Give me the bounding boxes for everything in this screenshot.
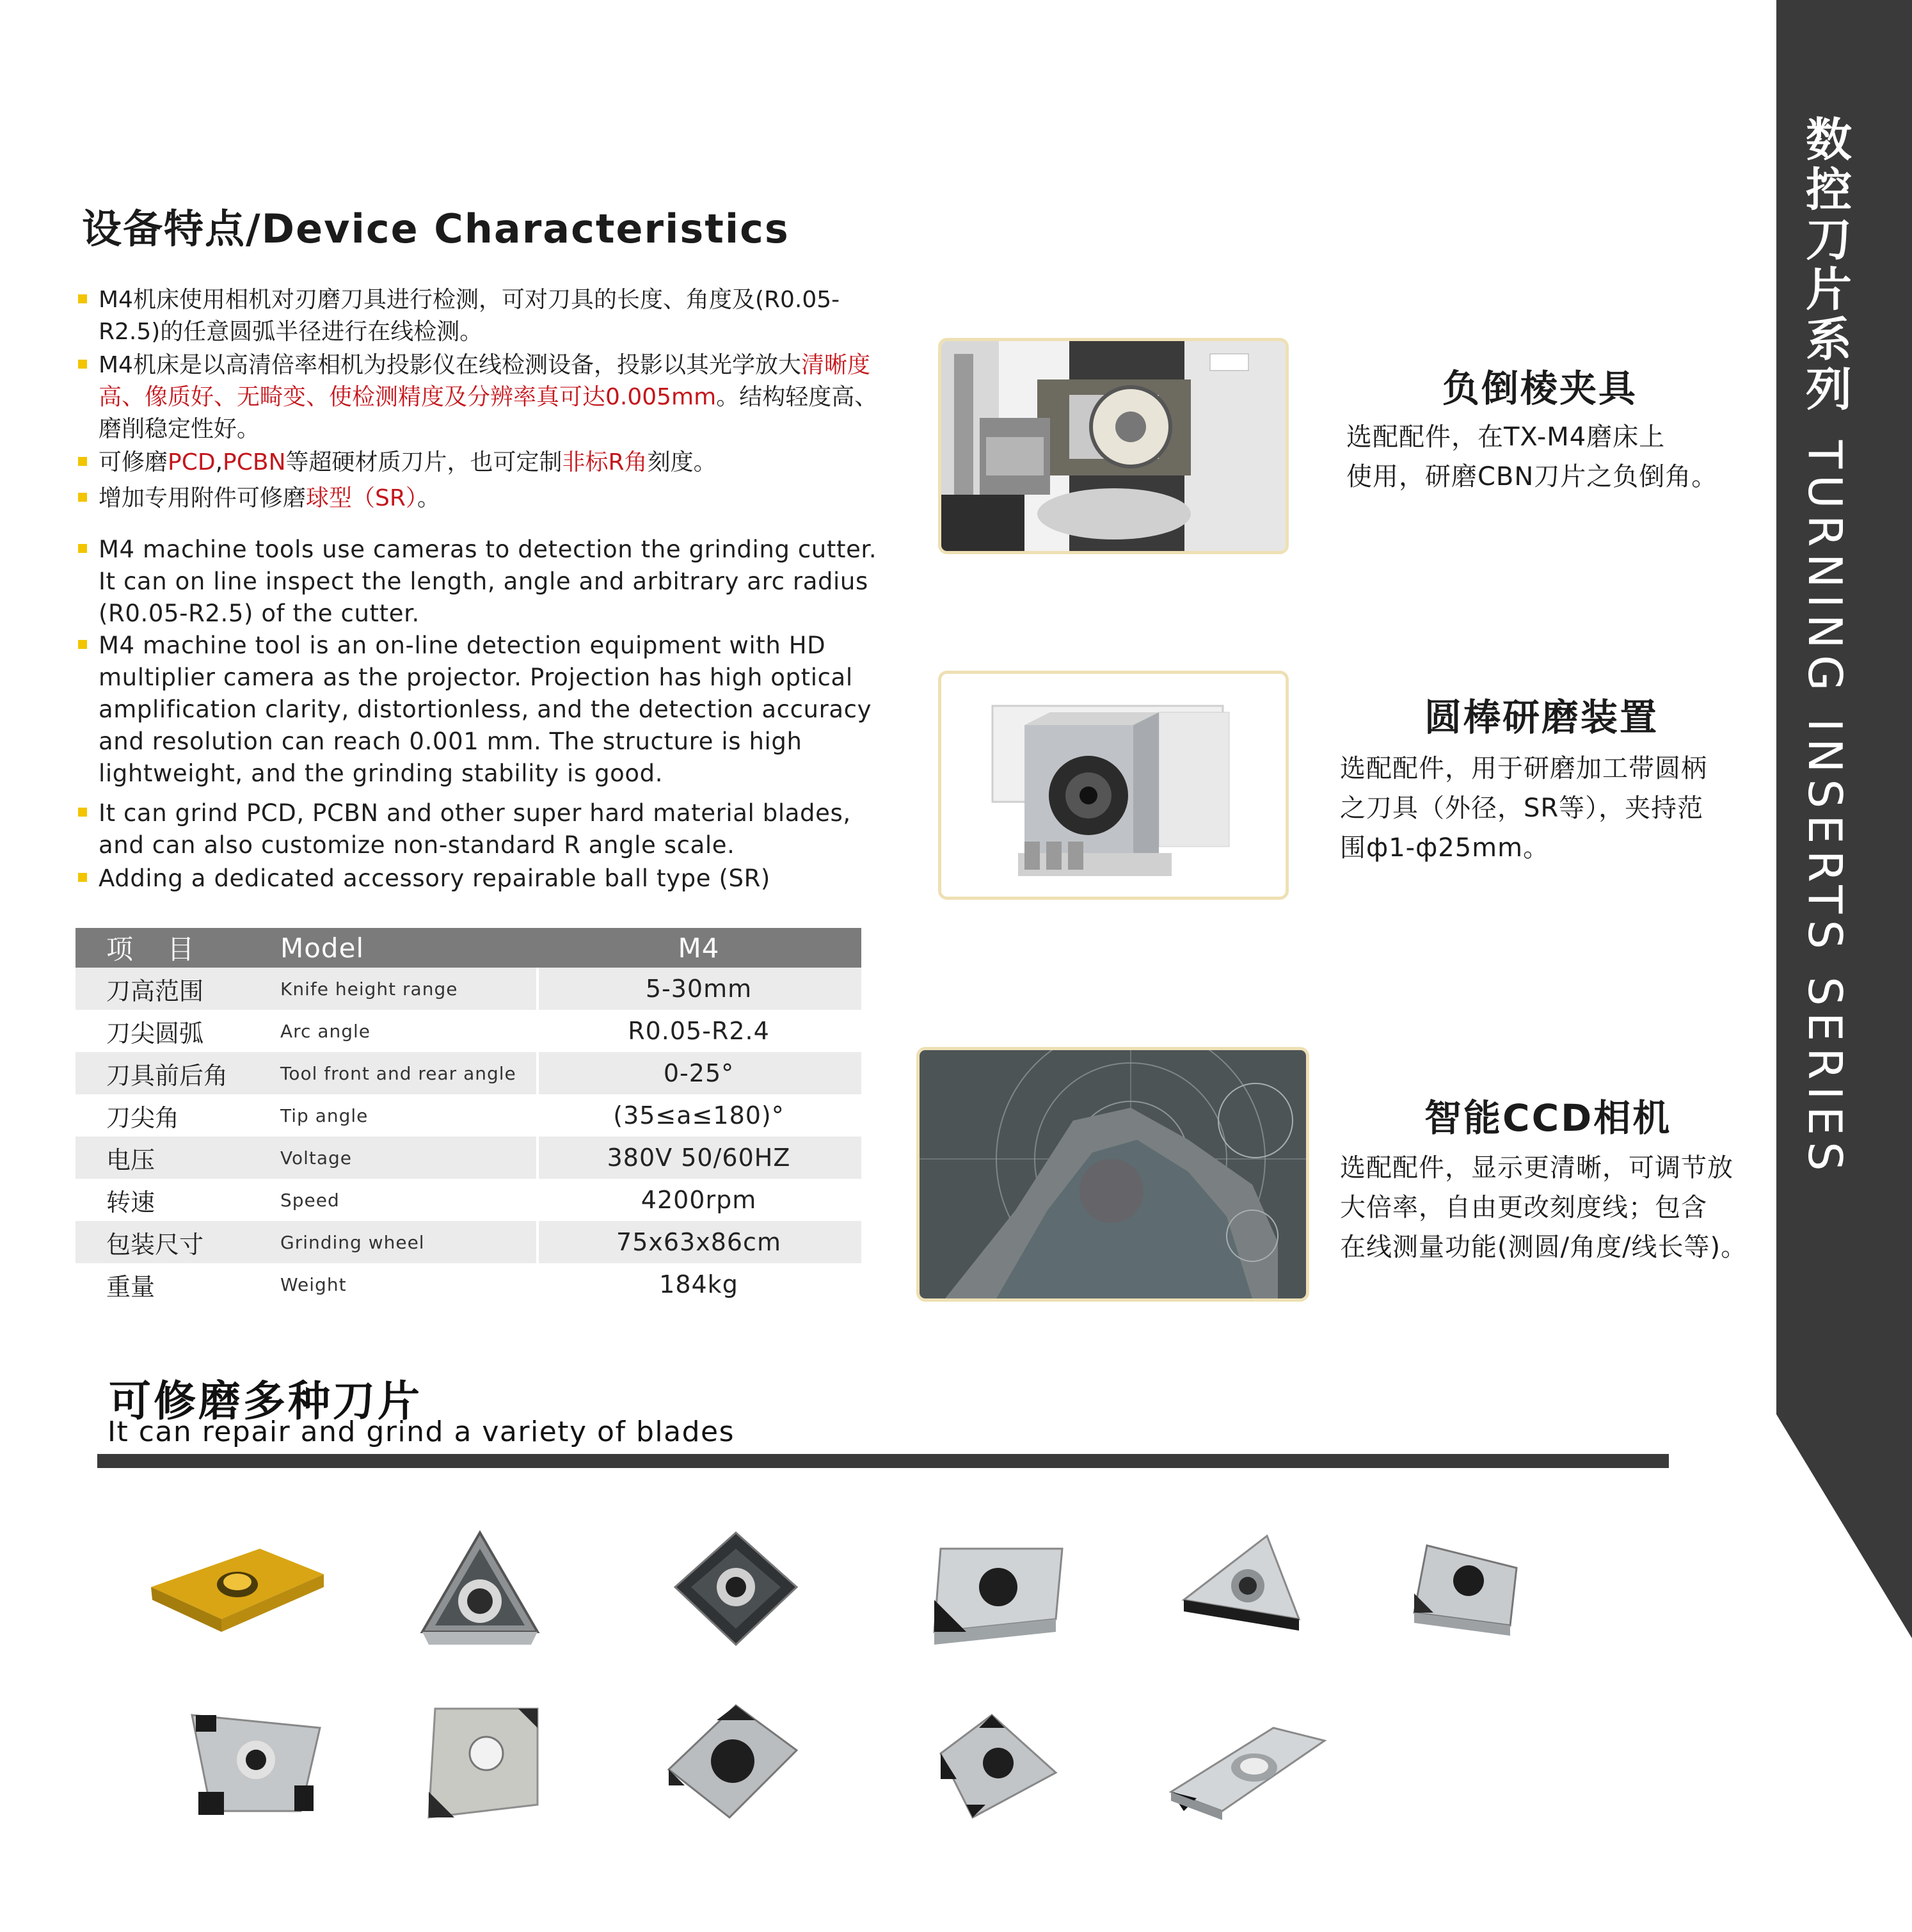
bullet-cn-text	[99, 483, 897, 515]
spec-value: 5-30mm	[645, 975, 753, 1003]
rhombic-insert-chamfer-icon	[1158, 1715, 1331, 1824]
spec-row	[76, 1221, 861, 1263]
rod-grinder-illustration	[941, 674, 1286, 897]
spec-value: 380V 50/60HZ	[607, 1144, 791, 1172]
highlight-text: 清晰度高、像质好、无畸变、使检测精度及分辨率真可达0.005mm	[99, 352, 870, 410]
highlight-text: 非标R角	[562, 449, 648, 475]
accessory-line: 选配配件，用于研磨加工带圆柄	[1340, 754, 1707, 783]
bullet-square-icon	[78, 873, 87, 882]
bullet-cn-text	[99, 284, 897, 348]
spec-item-en: Grinding wheel	[280, 1231, 425, 1253]
bullet-en-text: Adding a dedicated accessory repairable ball type (SR)	[99, 865, 770, 892]
accessory-title-3: 智能CCD相机	[1424, 1096, 1672, 1140]
rhombic-insert-tipped-icon	[921, 1542, 1075, 1651]
accessory-title-1: 负倒棱夹具	[1442, 367, 1638, 410]
accessory-desc-2	[1340, 749, 1707, 868]
bullet-square-icon	[78, 360, 87, 369]
bullet-segment: M4机床使用相机对刃磨刀具进行检测，可对刀具的长度、角度及(R0.05-R2.5)的任意圆弧半径进行在线检测。	[99, 287, 840, 345]
square-insert-cbn-icon	[410, 1696, 550, 1830]
trigon-insert-cbn-icon	[173, 1702, 339, 1830]
triangle-insert-small-icon	[1401, 1536, 1529, 1651]
spec-item-cn: 刀高范围	[106, 977, 204, 1005]
accessory-title-2: 圆棒研磨装置	[1424, 696, 1659, 739]
ccd-camera-illustration	[920, 1050, 1306, 1298]
spec-value: 184kg	[659, 1270, 738, 1298]
accessory-image-ccd-camera	[916, 1047, 1309, 1302]
bullet-square-icon	[78, 808, 87, 817]
accessory-line: 围ф1-ф25mm。	[1340, 833, 1550, 863]
spec-item-cn: 刀尖角	[106, 1103, 180, 1132]
spec-row	[76, 1010, 861, 1052]
spec-row	[76, 968, 861, 1010]
accessory-line: 在线测量功能(测圆/角度/线长等)。	[1340, 1233, 1748, 1262]
side-title	[1792, 115, 1894, 1178]
square-insert-dark-icon	[665, 1523, 806, 1664]
chamfer-fixture-illustration	[941, 341, 1286, 551]
spec-item-en: Tool front and rear angle	[280, 1062, 516, 1084]
spec-item-cn: 转速	[106, 1188, 155, 1217]
bullet-en-text: M4 machine tool is an on-line detection equipment with HD multiplier camera as the projector. Projection has high optical amplification clarity, distortionless, and the detection accuracy and resolution can reach 0.001 mm. The structure is high lightweight, and the grinding stability is good.	[99, 632, 872, 787]
blades-subtitle: It can repair and grind a variety of blades	[108, 1416, 735, 1448]
header-model: Model	[280, 932, 365, 964]
trigon-insert-dark-icon	[410, 1523, 550, 1664]
highlight-text: PCD	[168, 449, 216, 475]
bullet-cn-text	[99, 447, 897, 479]
side-title-cn: 数控刀片系列	[1798, 115, 1852, 415]
accessory-image-rod-grinder	[938, 671, 1289, 900]
diamond-insert-gold-icon	[145, 1536, 330, 1664]
accessory-line: 之刀具（外径，SR等），夹持范	[1340, 794, 1704, 823]
accessory-line: 选配配件，显示更清晰，可调节放	[1340, 1153, 1733, 1183]
bullet-segment: ,	[215, 449, 223, 475]
triangle-insert-tipped-icon	[1171, 1529, 1318, 1657]
spec-item-en: Speed	[280, 1189, 340, 1211]
accessory-desc-1	[1346, 417, 1717, 497]
bullet-segment: 。	[417, 485, 440, 511]
bullet-en-text: M4 machine tools use cameras to detection the grinding cutter. It can on line inspect the length, angle and arbitrary arc radius (R0.05-R2.5) of the cutter.	[99, 536, 877, 627]
spec-value: 0-25°	[663, 1059, 735, 1087]
spec-item-en: Arc angle	[280, 1020, 371, 1042]
bullet-segment: 。结构轻度高、磨削稳定性好。	[99, 384, 878, 442]
side-title-en: TURNING INSERTS SERIES	[1798, 440, 1852, 1178]
spec-item-en: Tip angle	[280, 1105, 369, 1126]
spec-table-header	[76, 928, 861, 968]
device-heading: 设备特点/Device Characteristics	[82, 205, 790, 252]
spec-row	[76, 1179, 861, 1221]
blades-title: 可修磨多种刀片	[109, 1377, 422, 1426]
spec-value: (35≤a≤180)°	[613, 1101, 785, 1130]
spec-row	[76, 1263, 861, 1305]
accessory-image-chamfer-fixture	[938, 338, 1289, 554]
spec-item-cn: 包装尺寸	[106, 1230, 204, 1259]
header-item: 项 目	[106, 934, 195, 965]
bullet-square-icon	[78, 457, 87, 466]
accessory-desc-3	[1340, 1148, 1747, 1267]
spec-row	[76, 1094, 861, 1137]
spec-row	[76, 1052, 861, 1094]
spec-value: 4200rpm	[641, 1186, 757, 1214]
bullet-square-icon	[78, 640, 87, 649]
accessory-line: 选配配件，在TX-M4磨床上	[1346, 422, 1666, 452]
bullet-en-text: It can grind PCD, PCBN and other super hard material blades, and can also customize non-standard R angle scale.	[99, 799, 851, 859]
bullet-cn-text	[99, 349, 897, 445]
blades-divider	[97, 1454, 1669, 1468]
spec-item-cn: 刀具前后角	[106, 1061, 228, 1090]
square-insert-black-icon	[659, 1696, 806, 1830]
bullet-segment: 增加专用附件可修磨	[99, 485, 307, 511]
spec-value: R0.05-R2.4	[628, 1017, 770, 1045]
bullet-segment: 可修磨	[99, 449, 168, 475]
highlight-text: PCBN	[223, 449, 286, 475]
bullet-segment: M4机床是以高清倍率相机为投影仪在线检测设备，投影以其光学放大	[99, 352, 801, 378]
spec-item-cn: 重量	[106, 1272, 155, 1301]
spec-item-cn: 电压	[106, 1146, 155, 1174]
spec-item-en: Knife height range	[280, 978, 458, 1000]
highlight-text: 球型（SR）	[306, 485, 417, 511]
spec-row	[76, 1137, 861, 1179]
bullet-square-icon	[78, 544, 87, 553]
accessory-line: 大倍率，自由更改刻度线；包含	[1340, 1193, 1707, 1222]
bullet-square-icon	[78, 493, 87, 502]
spec-value: 75x63x86cm	[616, 1228, 781, 1256]
bullet-square-icon	[78, 294, 87, 303]
accessory-line: 使用，研磨CBN刀片之负倒角。	[1346, 462, 1718, 491]
spec-item-en: Weight	[280, 1273, 347, 1295]
bullet-segment: 刻度。	[647, 449, 717, 475]
spec-item-en: Voltage	[280, 1147, 353, 1169]
trigon-insert-round-icon	[928, 1702, 1069, 1830]
header-value: M4	[678, 932, 720, 964]
spec-item-cn: 刀尖圆弧	[106, 1019, 204, 1048]
bullet-segment: 等超硬材质刀片，也可定制	[285, 449, 562, 475]
